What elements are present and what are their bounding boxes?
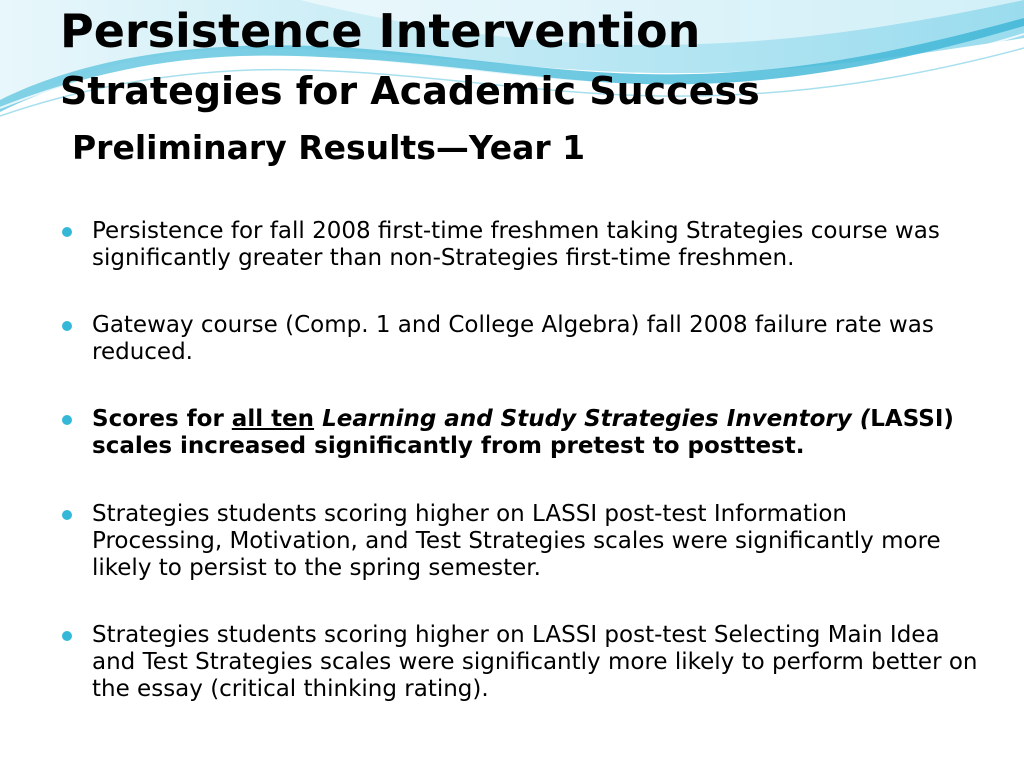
- bullet-dot-icon: [62, 415, 72, 425]
- bullet-dot-icon: [62, 321, 72, 331]
- bullet-text: Strategies students scoring higher on LASSI post-test Information Processing, Motivation, and Test Strategies scales were significantly more likely to persist to the spring semester.: [92, 501, 941, 581]
- bullet-dot-icon: [62, 631, 72, 641]
- bullet-item: [62, 622, 982, 703]
- bullet-dot-icon: [62, 227, 72, 237]
- bullet-item: [62, 406, 982, 460]
- bullet-text-italic: Learning and Study Strategies Inventory (: [322, 406, 871, 432]
- slide-subtitle: Strategies for Academic Success: [60, 69, 760, 113]
- bullet-text-part: [314, 406, 322, 432]
- bullet-text-part: LASSI) scales increased significantly from pretest to posttest.: [92, 406, 954, 459]
- slide-subsubtitle: Preliminary Results—Year 1: [72, 128, 586, 167]
- slide-title: Persistence Intervention: [60, 4, 701, 58]
- bullet-text: Strategies students scoring higher on LASSI post-test Selecting Main Idea and Test Strategies scales were significantly more likely to perform better on the essay (critical thinking rating).: [92, 622, 978, 702]
- bullet-text: Persistence for fall 2008 first-time freshmen taking Strategies course was significantly greater than non-Strategies first-time freshmen.: [92, 218, 940, 271]
- bullet-list: [62, 218, 982, 743]
- bullet-item: [62, 501, 982, 582]
- bullet-item: [62, 312, 982, 366]
- bullet-item: [62, 218, 982, 272]
- bullet-dot-icon: [62, 510, 72, 520]
- bullet-text-part: Scores for: [92, 406, 232, 432]
- bullet-text: Gateway course (Comp. 1 and College Algebra) fall 2008 failure rate was reduced.: [92, 312, 934, 365]
- bullet-text-underlined: all ten: [231, 406, 315, 432]
- title-block: [60, 0, 1000, 176]
